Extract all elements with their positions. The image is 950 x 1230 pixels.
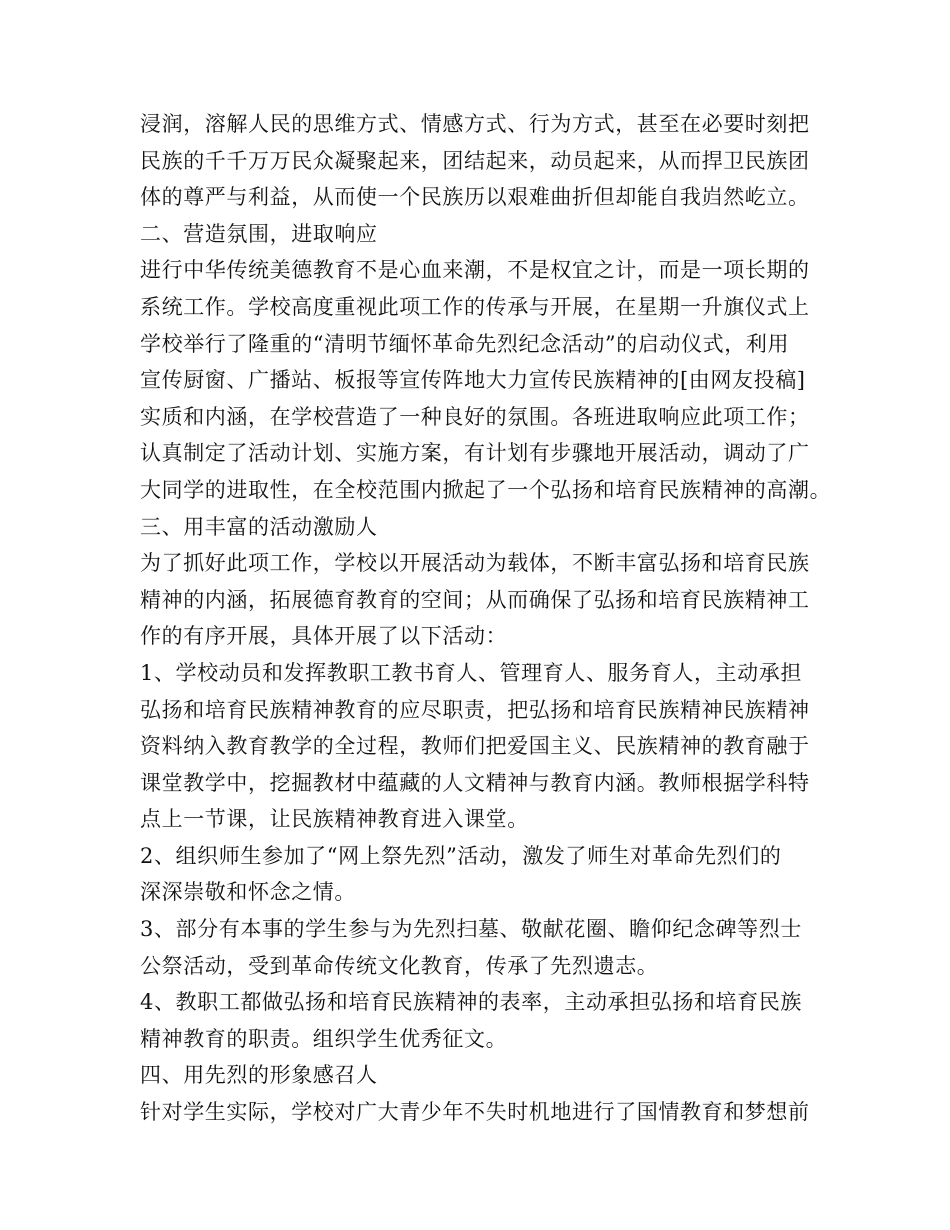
text-line: 民族的千千万万民众凝聚起来，团结起来，动员起来，从而捍卫民族团 [140,148,810,173]
text-line: 弘扬和培育民族精神教育的应尽职责，把弘扬和培育民族精神民族精神 [140,697,810,722]
text-line: 为了抓好此项工作，学校以开展活动为载体，不断丰富弘扬和培育民族 [140,551,810,576]
text-line: 宣传厨窗、广播站、板报等宣传阵地大力宣传民族精神的[由网友投稿] [140,368,806,393]
section-heading-4: 四、用先烈的形象感召人 [140,1063,378,1088]
text-line: 资料纳入教育教学的全过程，教师们把爱国主义、民族精神的教育融于 [140,734,810,759]
text-line: 精神的内涵，拓展德育教育的空间；从而确保了弘扬和培育民族精神工 [140,587,810,612]
text-line: 深深崇敬和怀念之情。 [140,880,356,905]
text-line: 作的有序开展，具体开展了以下活动： [140,624,508,649]
text-line: 体的尊严与利益，从而使一个民族历以艰难曲折但却能自我岿然屹立。 [140,185,810,210]
text-line: 公祭活动，受到革命传统文化教育，传承了先烈遗志。 [140,953,659,978]
list-item-4: 4、教职工都做弘扬和培育民族精神的表率，主动承担弘扬和培育民族 [140,990,802,1015]
text-line: 认真制定了活动计划、实施方案，有计划有步骤地开展活动，调动了广 [140,441,810,466]
list-item-1: 1、学校动员和发挥教职工教书育人、管理育人、服务育人，主动承担 [140,660,802,685]
document-body [140,106,830,1131]
text-line: 针对学生实际，学校对广大青少年不失时机地进行了国情教育和梦想前 [140,1100,810,1125]
text-line: 进行中华传统美德教育不是心血来潮，不是权宜之计，而是一项长期的 [140,258,810,283]
text-line: 实质和内涵，在学校营造了一种良好的氛围。各班进取响应此项工作； [140,404,810,429]
section-heading-3: 三、用丰富的活动激励人 [140,514,378,539]
text-line: 学校举行了隆重的“清明节缅怀革命先烈纪念活动”的启动仪式，利用 [140,331,790,356]
text-line: 课堂教学中，挖掘教材中蕴藏的人文精神与教育内涵。教师根据学科特 [140,770,810,795]
text-line: 点上一节课，让民族精神教育进入课堂。 [140,807,529,832]
text-line: 浸润，溶解人民的思维方式、情感方式、行为方式，甚至在必要时刻把 [140,112,810,136]
section-heading-2: 二、营造氛围，进取响应 [140,221,378,246]
list-item-3: 3、部分有本事的学生参与为先烈扫墓、敬献花圈、瞻仰纪念碑等烈士 [140,917,802,942]
text-line: 精神教育的职责。组织学生优秀征文。 [140,1026,508,1051]
text-line: 大同学的进取性，在全校范围内掀起了一个弘扬和培育民族精神的高潮。 [140,477,832,502]
list-item-2: 2、组织师生参加了“网上祭先烈”活动，激发了师生对革命先烈们的 [140,843,782,868]
text-line: 系统工作。学校高度重视此项工作的传承与开展，在星期一升旗仪式上 [140,294,810,319]
